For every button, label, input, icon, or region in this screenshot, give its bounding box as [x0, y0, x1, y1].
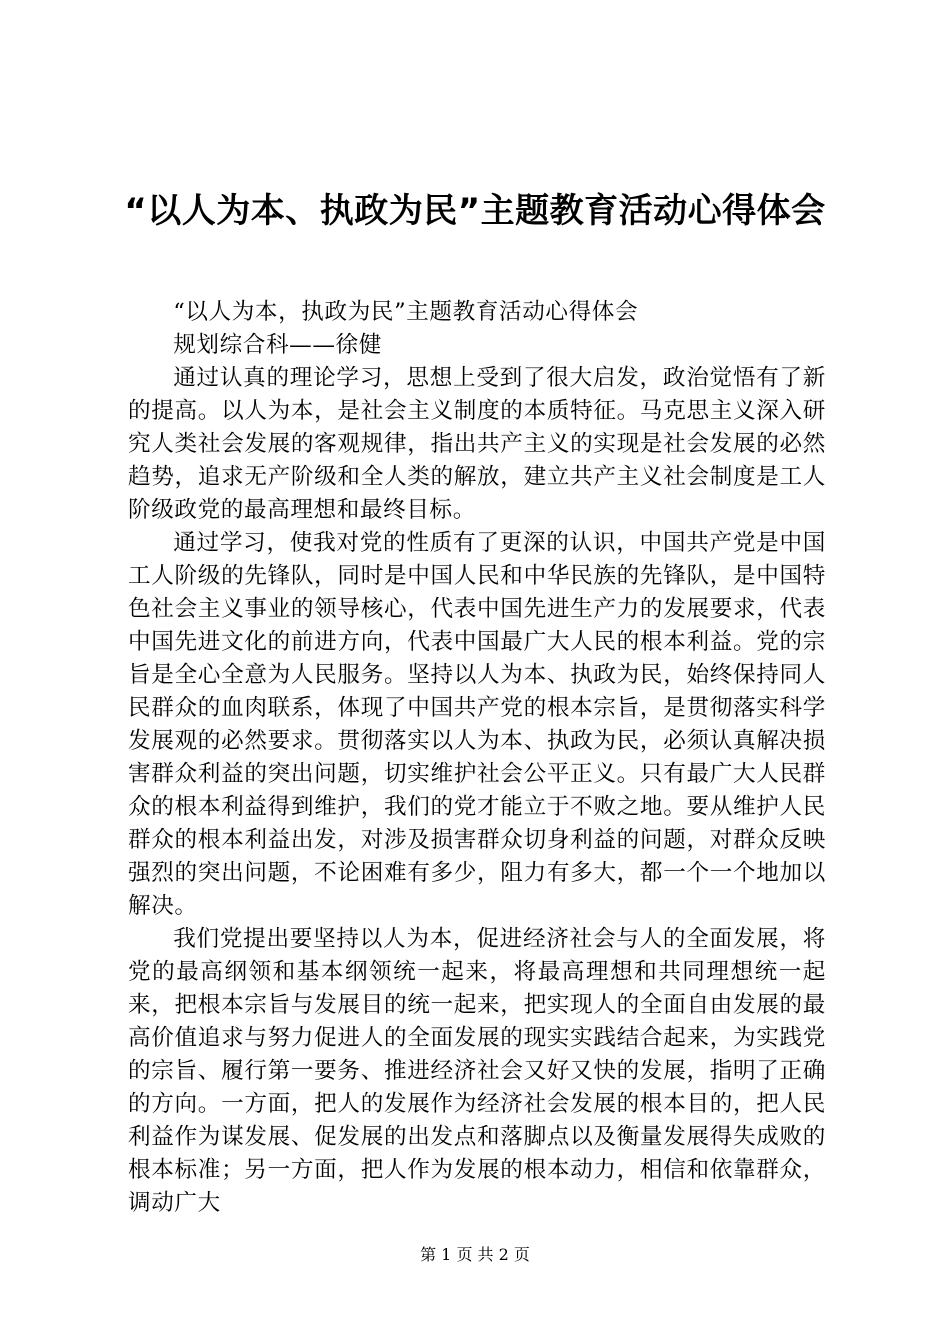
subtitle: “以人为本，执政为民”主题教育活动心得体会: [173, 299, 639, 325]
paragraph: 通过学习，使我对党的性质有了更深的认识，中国共产党是中国工人阶级的先锋队，同时是中国人民和中华民族的先锋队，是中国特色社会主义事业的领导核心，代表中国先进生产力的发展要求，代表中国先进文化的前进方向，代表中国最广大人民的根本利益。党的宗旨是全心全意为人民服务。坚持以人为本、执政为民，始终保持同人民群众的血肉联系，体现了中国共产党的根本宗旨，是贯彻落实科学发展观的必然要求。贯彻落实以人为本、执政为民，必须认真解决损害群众利益的突出问题，切实维护社会公平正义。只有最广大人民群众的根本利益得到维护，我们的党才能立于不败之地。要从维护人民群众的根本利益出发，对涉及损害群众切身利益的问题，对群众反映强烈的突出问题，不论困难有多少，阻力有多大，都一个一个地加以解决。: [128, 530, 826, 919]
document-body: [128, 296, 826, 1220]
document-title: “以人为本、执政为民”主题教育活动心得体会: [124, 190, 826, 231]
page-footer: 第 1 页 共 2 页: [420, 1245, 530, 1264]
author-line: 规划综合科——徐健: [173, 332, 382, 358]
paragraph: 我们党提出要坚持以人为本，促进经济社会与人的全面发展，将党的最高纲领和基本纲领统一起来，将最高理想和共同理想统一起来，把根本宗旨与发展目的统一起来，把实现人的全面自由发展的最高价值追求与努力促进人的全面发展的现实实践结合起来，为实践党的宗旨、履行第一要务、推进经济社会又好又快的发展，指明了正确的方向。一方面，把人的发展作为经济社会发展的根本目的，把人民利益作为谋发展、促发展的出发点和落脚点以及衡量发展得失成败的根本标准；另一方面，把人作为发展的根本动力，相信和依靠群众，调动广大: [128, 926, 826, 1216]
paragraph: 通过认真的理论学习，思想上受到了很大启发，政治觉悟有了新的提高。以人为本，是社会主义制度的本质特征。马克思主义深入研究人类社会发展的客观规律，指出共产主义的实现是社会发展的必然趋势，追求无产阶级和全人类的解放，建立共产主义社会制度是工人阶级政党的最高理想和最终目标。: [128, 365, 826, 523]
